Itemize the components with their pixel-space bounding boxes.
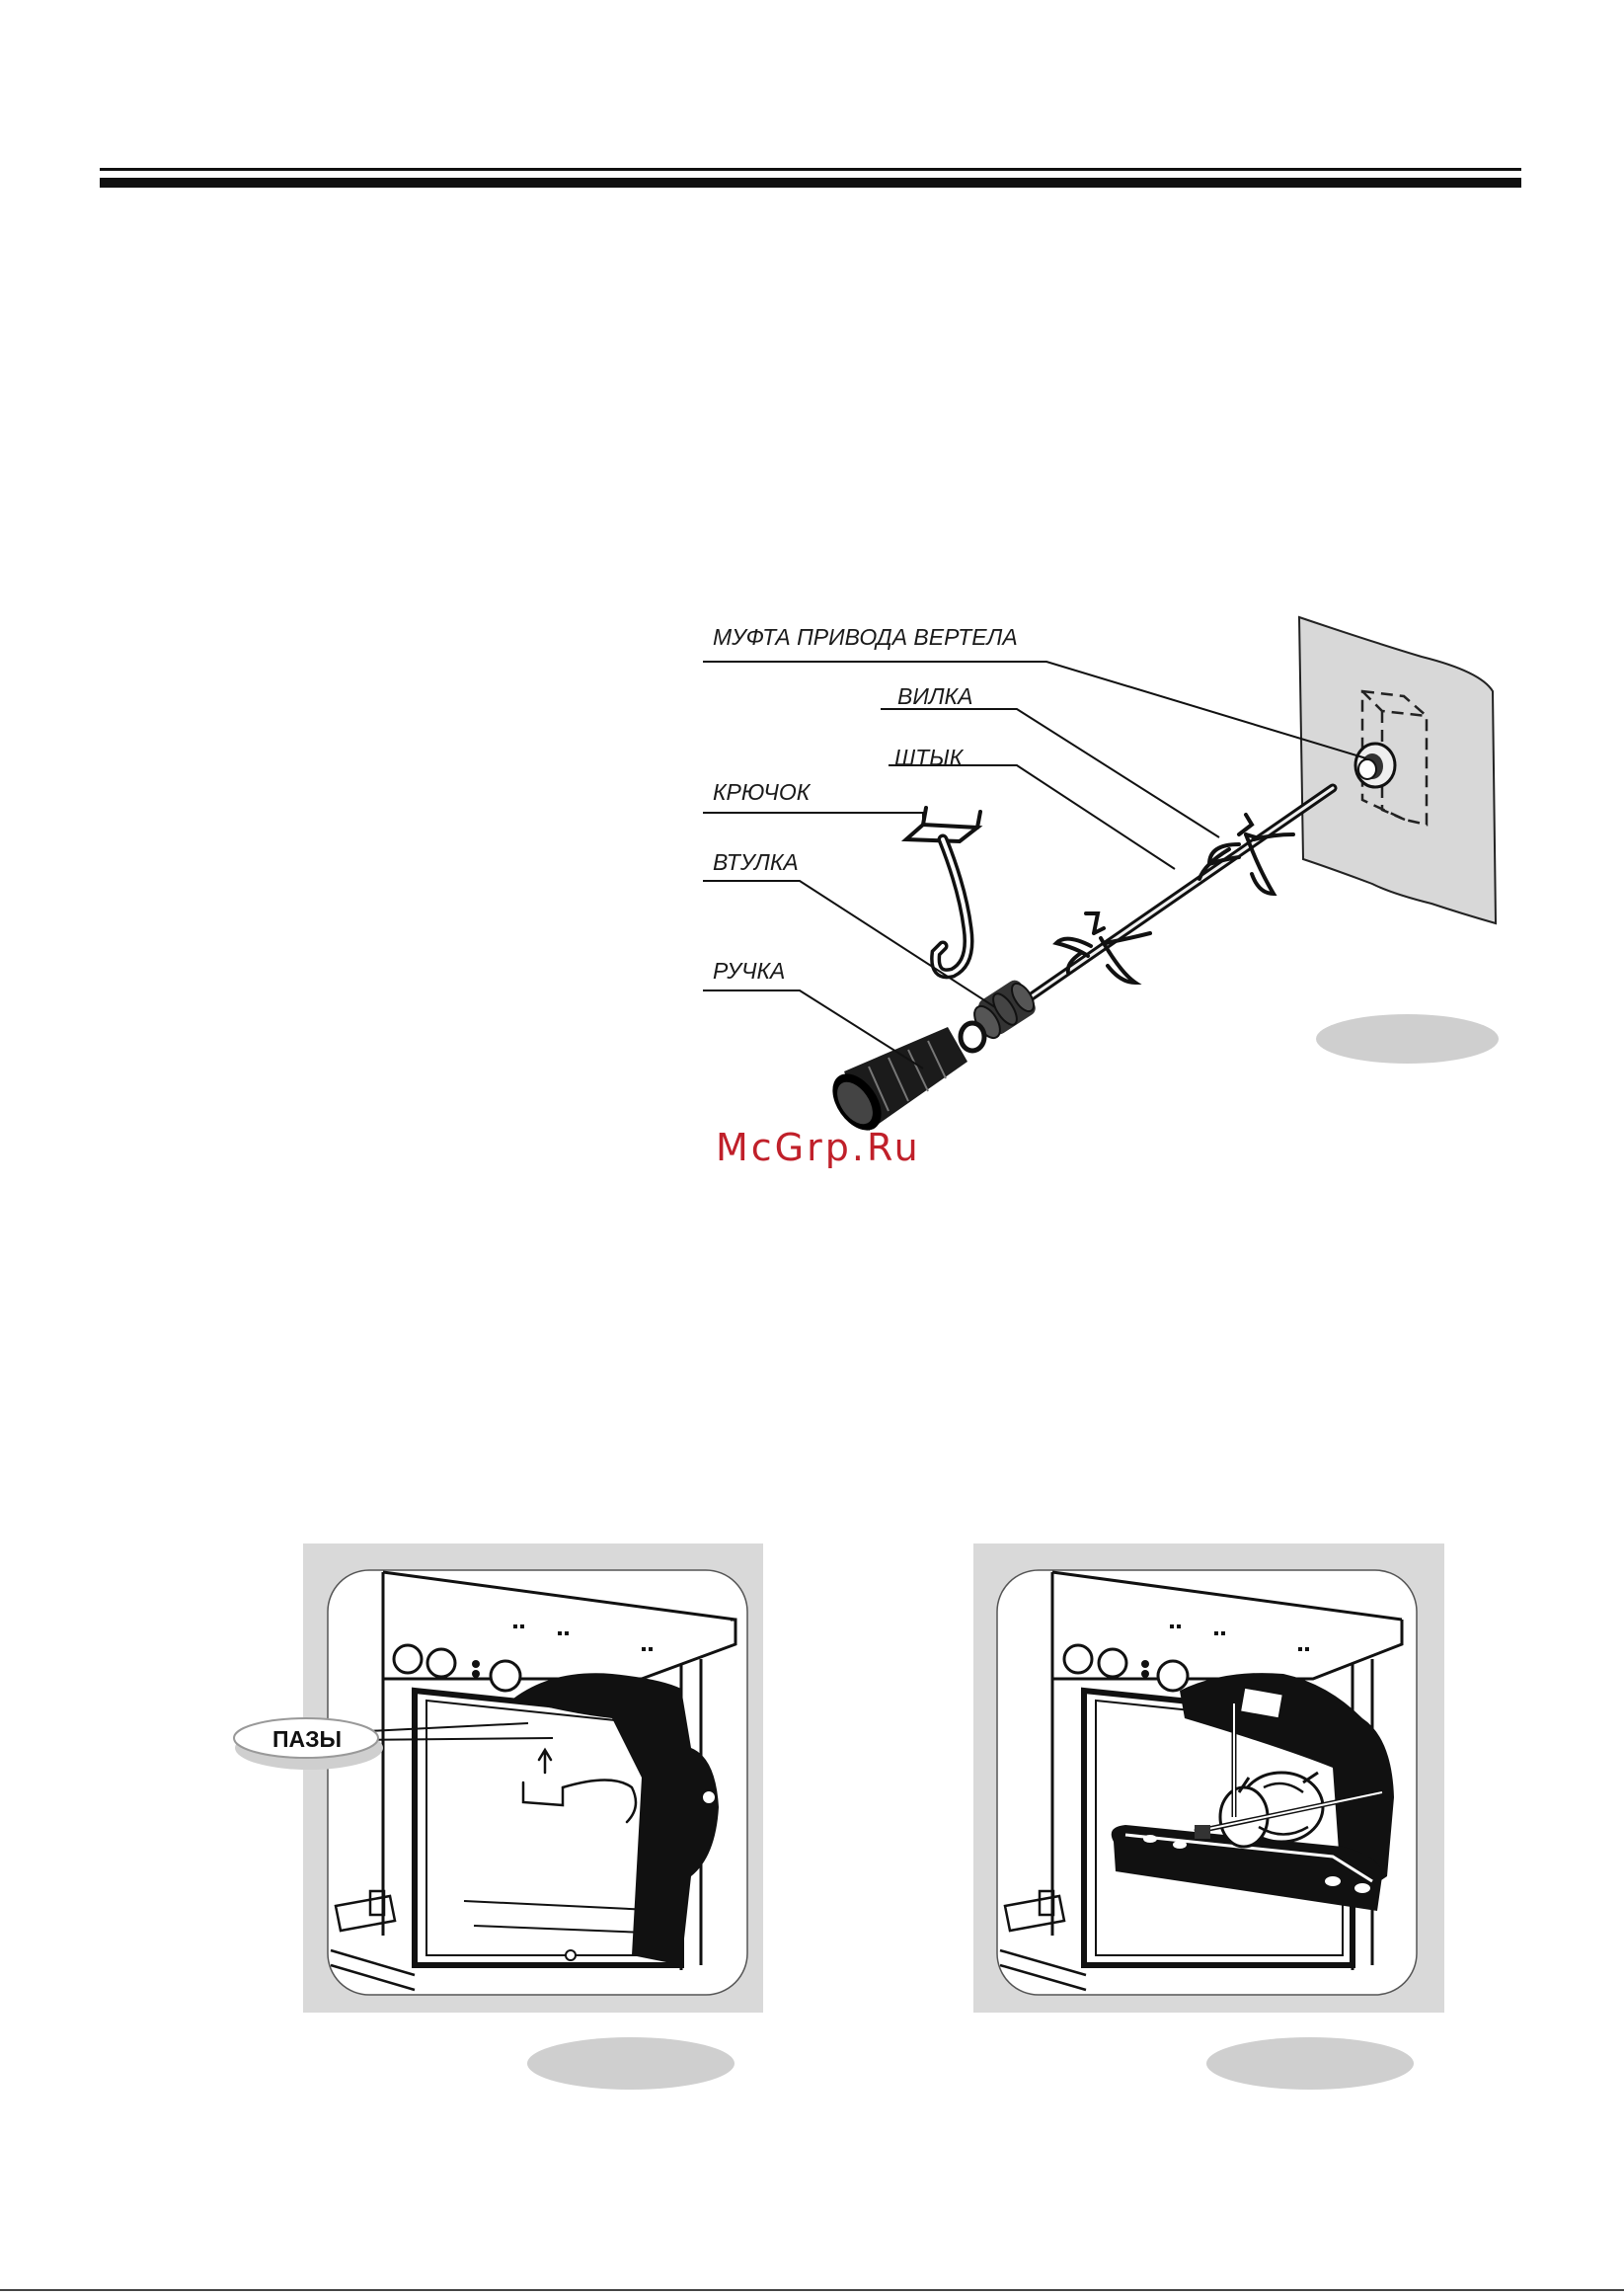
label-handle: РУЧКА — [713, 958, 786, 984]
page-edge-line — [0, 2289, 1624, 2291]
figure-number-oval-right — [1206, 2037, 1414, 2090]
callout-slots: ПАЗЫ — [272, 1726, 343, 1752]
watermark-text: McGrp.Ru — [716, 1126, 921, 1169]
label-fork: ВИЛКА — [897, 683, 973, 709]
label-hook: КРЮЧОК — [713, 779, 811, 805]
label-spit: ШТЫК — [894, 745, 964, 770]
label-coupling: МУФТА ПРИВОДА ВЕРТЕЛА — [713, 624, 1018, 650]
label-bushing: ВТУЛКА — [713, 849, 799, 875]
